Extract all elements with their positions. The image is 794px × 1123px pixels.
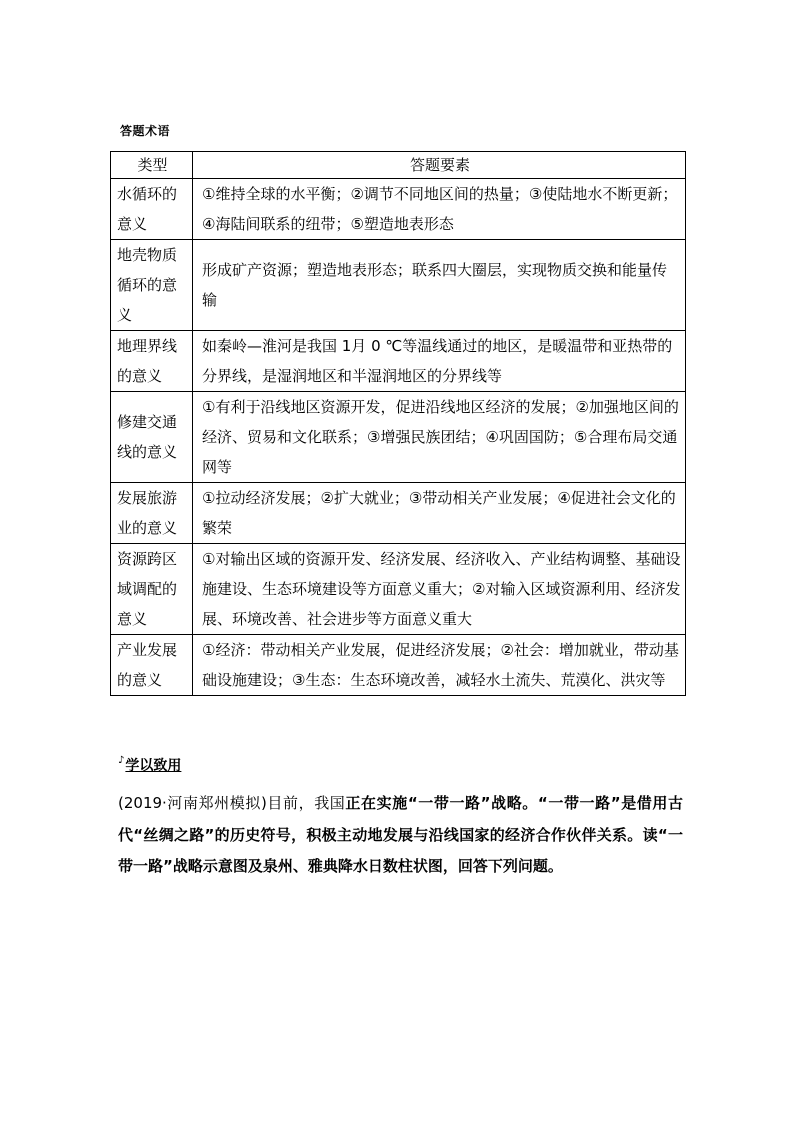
table-row — [111, 544, 686, 635]
row-type: 修建交通线的意义 — [111, 392, 193, 483]
row-type: 产业发展的意义 — [111, 635, 193, 696]
table-row — [111, 483, 686, 544]
question-paragraph — [118, 788, 683, 883]
question-emphasis: 水日数柱状图 — [352, 857, 443, 875]
row-content: ①对输出区域的资源开发、经济发展、经济收入、产业结构调整、基础设施建设、生态环境建设等方面意义重大；②对输入区域资源利用、经济发展、环境改善、社会进步等方面意义重大 — [193, 544, 686, 635]
header-elements: 答题要素 — [193, 152, 686, 179]
table-row — [111, 331, 686, 392]
question-text: 目前，我国 — [266, 794, 346, 812]
section-title: 答题术语 — [120, 124, 171, 138]
table-row — [111, 392, 686, 483]
table-row — [111, 240, 686, 331]
row-content: 如秦岭—淮河是我国 1月 0 ℃等温线通过的地区，是暖温带和亚热带的分界线，是湿润地区和半湿润地区的分界线等 — [193, 331, 686, 392]
table-row — [111, 179, 686, 240]
answer-terms-table — [110, 151, 686, 696]
table-header-row — [111, 152, 686, 179]
row-type: 资源跨区域调配的意义 — [111, 544, 193, 635]
music-note-icon: ♪ — [118, 755, 125, 766]
row-content: ①有利于沿线地区资源开发，促进沿线地区经济的发展；②加强地区间的经济、贸易和文化联系；③增强民族团结；④巩固国防；⑤合理布局交通网等 — [193, 392, 686, 483]
question-text: 实施“一带一路”战略。“一带一路”是借用古代“丝绸之路”的历史符号，积极主动地发展与沿线国家的经济合作伙伴关系。读“一带一路”战略示意图及泉州、雅典降 — [118, 794, 683, 875]
row-content: 形成矿产资源；塑造地表形态；联系四大圈层，实现物质交换和能量传输 — [193, 240, 686, 331]
question-source: (2019·河南郑州模拟) — [118, 794, 267, 812]
row-type: 地理界线的意义 — [111, 331, 193, 392]
question-text: ，回答下列问题。 — [442, 857, 563, 875]
table-row — [111, 635, 686, 696]
row-type: 地壳物质循环的意义 — [111, 240, 193, 331]
apply-section-heading — [118, 755, 181, 775]
apply-heading-label: 学以致用 — [125, 758, 182, 774]
row-type: 发展旅游业的意义 — [111, 483, 193, 544]
row-content: ①维持全球的水平衡；②调节不同地区间的热量；③使陆地水不断更新；④海陆间联系的纽带；⑤塑造地表形态 — [193, 179, 686, 240]
header-type: 类型 — [111, 152, 193, 179]
row-type: 水循环的意义 — [111, 179, 193, 240]
question-emphasis: 正在 — [345, 794, 377, 812]
row-content: ①拉动经济发展；②扩大就业；③带动相关产业发展；④促进社会文化的繁荣 — [193, 483, 686, 544]
row-content: ①经济：带动相关产业发展，促进经济发展；②社会：增加就业，带动基础设施建设；③生态：生态环境改善，减轻水土流失、荒漠化、洪灾等 — [193, 635, 686, 696]
